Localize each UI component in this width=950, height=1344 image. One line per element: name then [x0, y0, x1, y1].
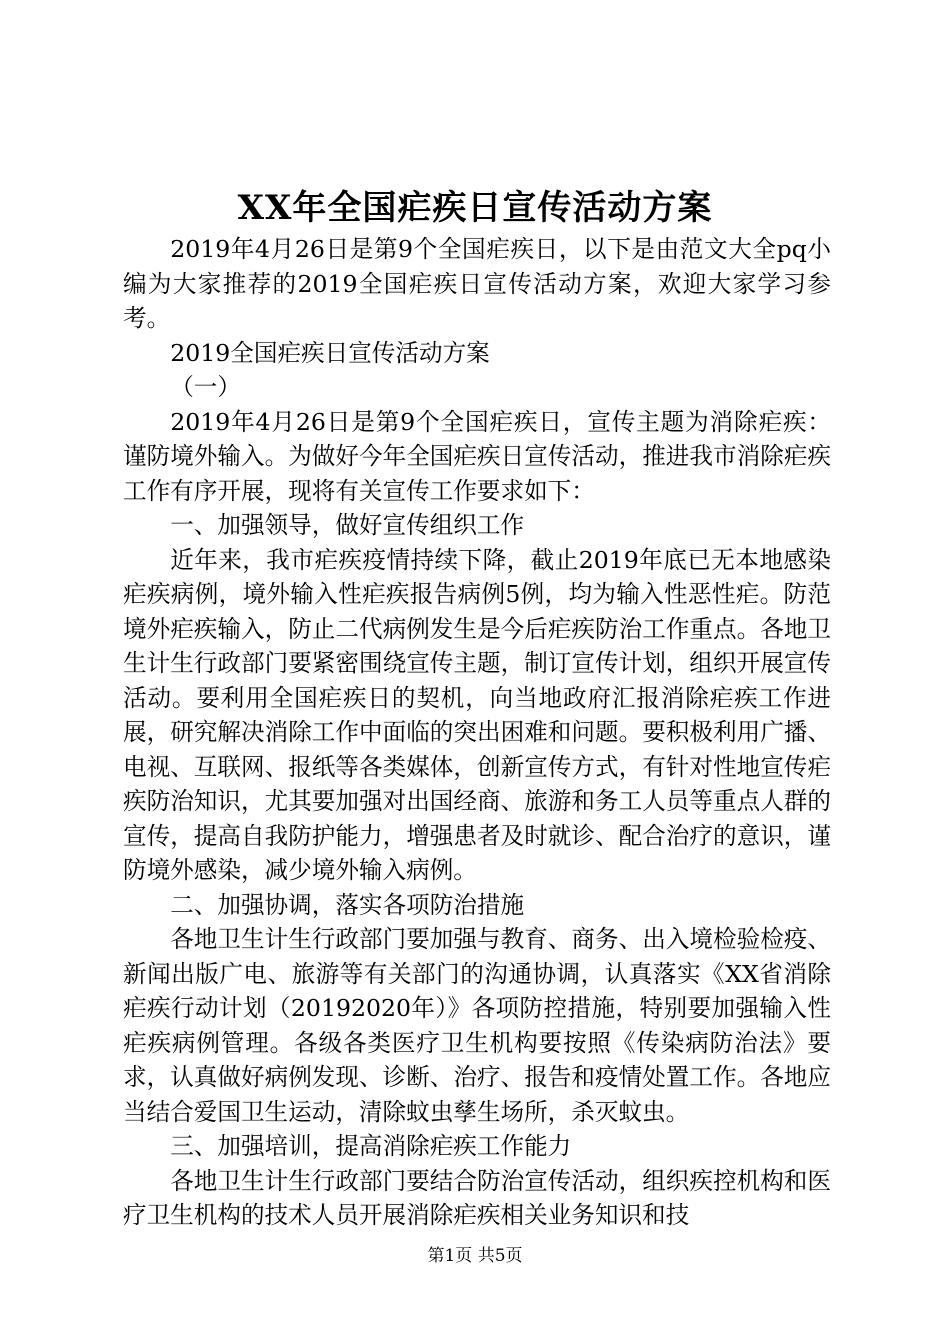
paragraph-intro: 2019年4月26日是第9个全国疟疾日，以下是由范文大全pq小编为大家推荐的2019全国疟疾日宣传活动方案，欢迎大家学习参考。	[123, 235, 831, 332]
paragraph-section-marker: （一）	[170, 373, 241, 401]
paragraph-section-1: 近年来，我市疟疾疫情持续下降，截止2019年底已无本地感染疟疾病例，境外输入性疟疾报告病例5例，均为输入性恶性疟。防范境外疟疾输入，防止二代病例发生是今后疟疾防治工作重点。各地卫生计生行政部门要紧密围绕宣传主题，制订宣传计划，组织开展宣传活动。要利用全国疟疾日的契机，向当地政府汇报消除疟疾工作进展，研究解决消除工作中面临的突出困难和问题。要积极利用广播、电视、互联网、报纸等各类媒体，创新宣传方式，有针对性地宣传疟疾防治知识，尤其要加强对出国经商、旅游和务工人员等重点人群的宣传，提高自我防护能力，增强患者及时就诊、配合治疗的意识，谨防境外感染，减少境外输入病例。	[123, 545, 831, 884]
paragraph-section-2: 各地卫生计生行政部门要加强与教育、商务、出入境检验检疫、新闻出版广电、旅游等有关部门的沟通协调，认真落实《XX省消除疟疾行动计划（20192020年）》各项防控措施，特别要加强输入性疟疾病例管理。各级各类医疗卫生机构要按照《传染病防治法》要求，认真做好病例发现、诊断、治疗、报告和疫情处置工作。各地应当结合爱国卫生运动，清除蚊虫孳生场所，杀灭蚊虫。	[123, 925, 831, 1126]
page-footer: 第1页 共5页	[427, 1246, 523, 1266]
paragraph-subtitle: 2019全国疟疾日宣传活动方案	[170, 338, 490, 367]
document-title: XX年全国疟疾日宣传活动方案	[237, 188, 713, 228]
heading-section-2: 二、加强协调，落实各项防治措施	[170, 890, 525, 919]
paragraph-section-3: 各地卫生计生行政部门要结合防治宣传活动，组织疾控机构和医疗卫生机构的技术人员开展消除疟疾相关业务知识和技	[123, 1166, 831, 1229]
paragraph-theme: 2019年4月26日是第9个全国疟疾日，宣传主题为消除疟疾：谨防境外输入。为做好今年全国疟疾日宣传活动，推进我市消除疟疾工作有序开展，现将有关宣传工作要求如下：	[123, 407, 831, 505]
heading-section-1: 一、加强领导，做好宣传组织工作	[170, 511, 525, 539]
heading-section-3: 三、加强培训，提高消除疟疾工作能力	[170, 1132, 572, 1160]
document-body	[123, 232, 831, 1233]
